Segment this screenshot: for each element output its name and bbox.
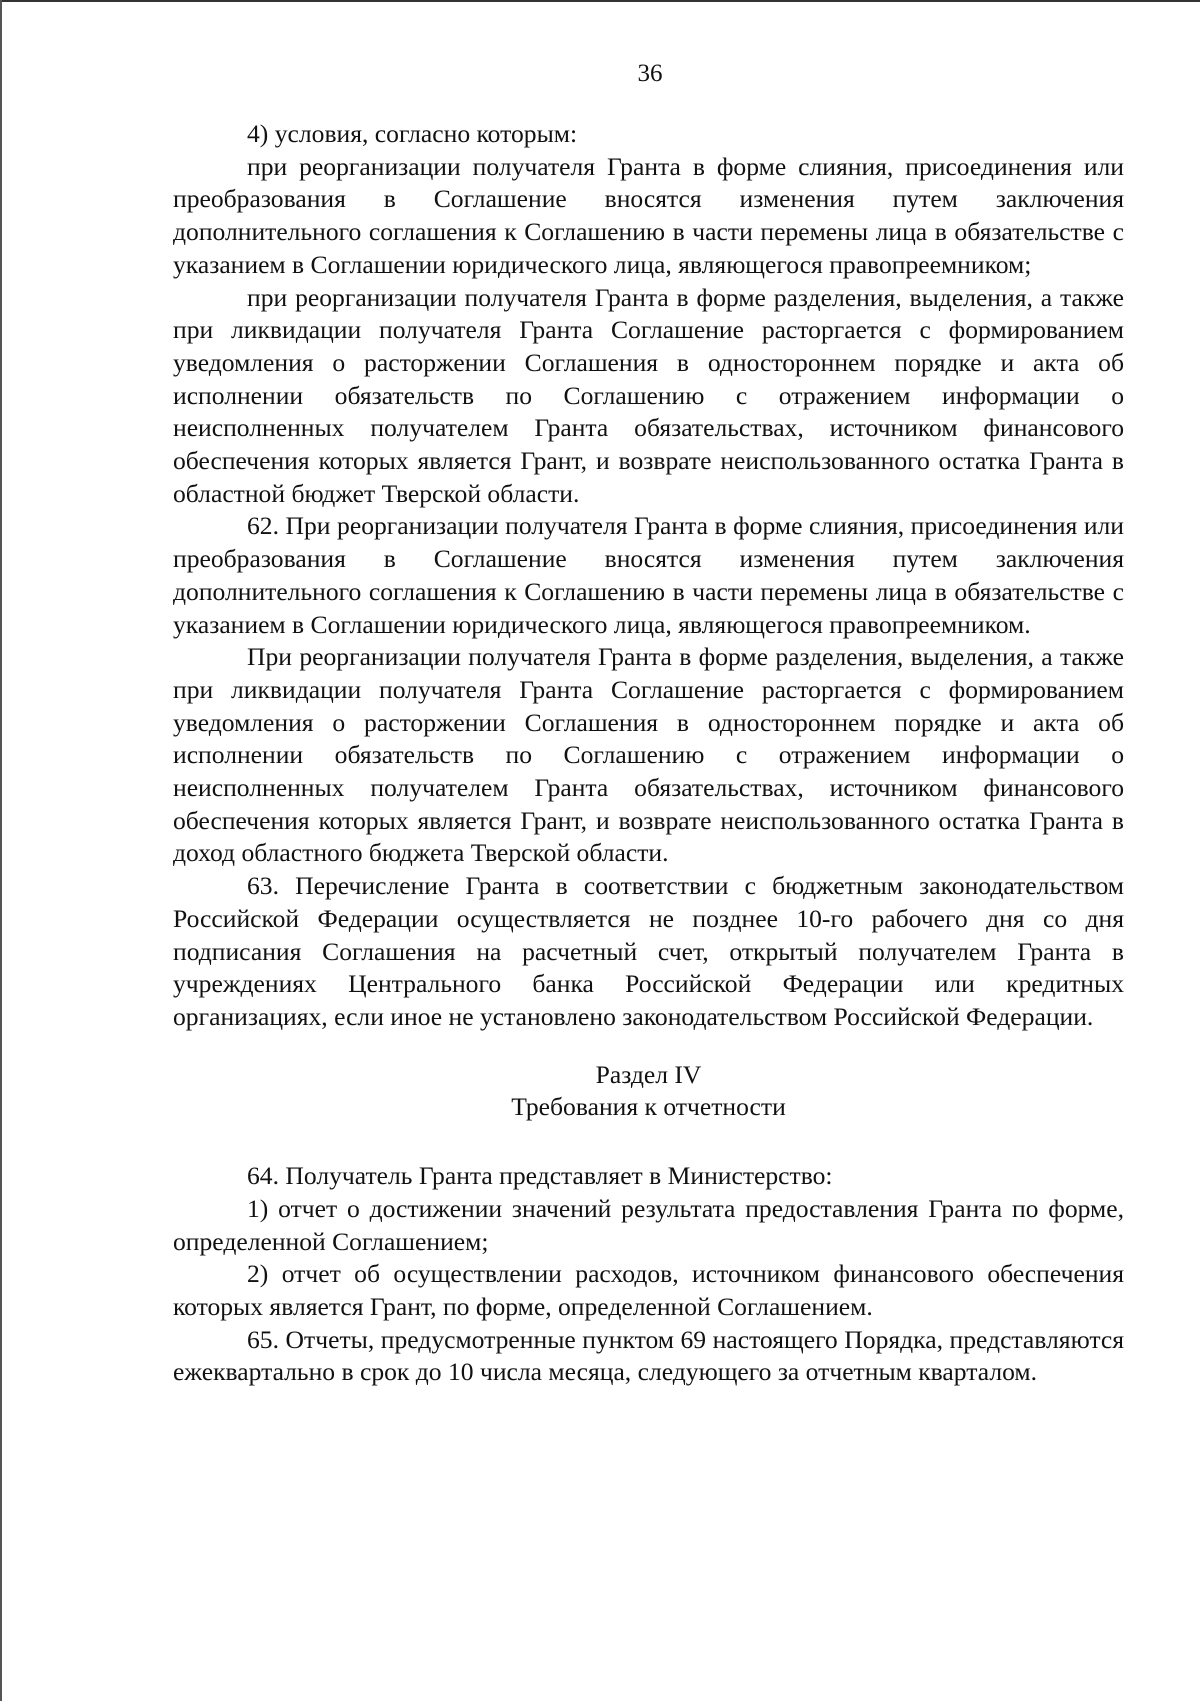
page-number: 36 xyxy=(637,60,663,87)
paragraph-64-item-1: 1) отчет о достижении значений результата предоставления Гранта по форме, определенной Соглашением; xyxy=(173,1193,1124,1256)
paragraph-division-conditions: при реорганизации получателя Гранта в форме разделения, выделения, а также при ликвидации получателя Гранта Соглашение расторгается с формированием уведомления о расторжении Соглашения в одностороннем порядке и акта об исполнении обязательств по Соглашению с отражением информации о неисполненных получателем Гранта обязательствах, источником финансового обеспечения которых является Грант, и возврате неиспользованного остатка Гранта в областной бюджет Тверской области. xyxy=(173,282,1124,508)
paragraph-64-item-2: 2) отчет об осуществлении расходов, источником финансового обеспечения которых является Грант, по форме, определенной Соглашением. xyxy=(173,1259,1124,1321)
paragraph-65: 65. Отчеты, предусмотренные пунктом 69 настоящего Порядка, представляются ежеквартально в срок до 10 числа месяца, следующего за отчетным кварталом. xyxy=(173,1324,1124,1387)
paragraph-conditions-intro: 4) условия, согласно которым: xyxy=(247,119,578,148)
paragraph-64: 64. Получатель Гранта представляет в Министерство: xyxy=(247,1161,833,1191)
paragraph-merger-conditions: при реорганизации получателя Гранта в форме слияния, присоединения или преобразования в Соглашение вносятся изменения путем заключения дополнительного соглашения к Соглашению в части перемены лица в обязательстве с указанием в Соглашении юридического лица, являющегося правопреемником; xyxy=(173,151,1124,279)
paragraph-63: 63. Перечисление Гранта в соответствии с бюджетным законодательством Российской Федерации осуществляется не позднее 10-го рабочего дня со дня подписания Соглашения на расчетный счет, открытый получателем Гранта в учреждениях Центрального банка Российской Федерации или кредитных организациях, если иное не установлено законодательством Российской Федерации. xyxy=(173,871,1124,1031)
section-heading xyxy=(173,1059,1124,1124)
scan-border-top xyxy=(0,0,1200,2)
scan-border-left xyxy=(0,0,2,1701)
paragraph-62-division: При реорганизации получателя Гранта в форме разделения, выделения, а также при ликвидации получателя Гранта Соглашение расторгается с формированием уведомления о расторжении Соглашения в одностороннем порядке и акта об исполнении обязательств по Соглашению с отражением информации о неисполненных получателем Гранта обязательствах, источником финансового обеспечения которых является Грант, и возврате неиспользованного остатка Гранта в доход областного бюджета Тверской области. xyxy=(173,642,1124,868)
paragraph-62: 62. При реорганизации получателя Гранта в форме слияния, присоединения или преобразования в Соглашение вносятся изменения путем заключения дополнительного соглашения к Соглашению в части перемены лица в обязательстве с указанием в Соглашении юридического лица, являющегося правопреемником. xyxy=(173,511,1124,639)
section-number: Раздел IV xyxy=(595,1059,702,1089)
section-title: Требования к отчетности xyxy=(511,1092,786,1122)
document-body xyxy=(173,118,1124,1389)
